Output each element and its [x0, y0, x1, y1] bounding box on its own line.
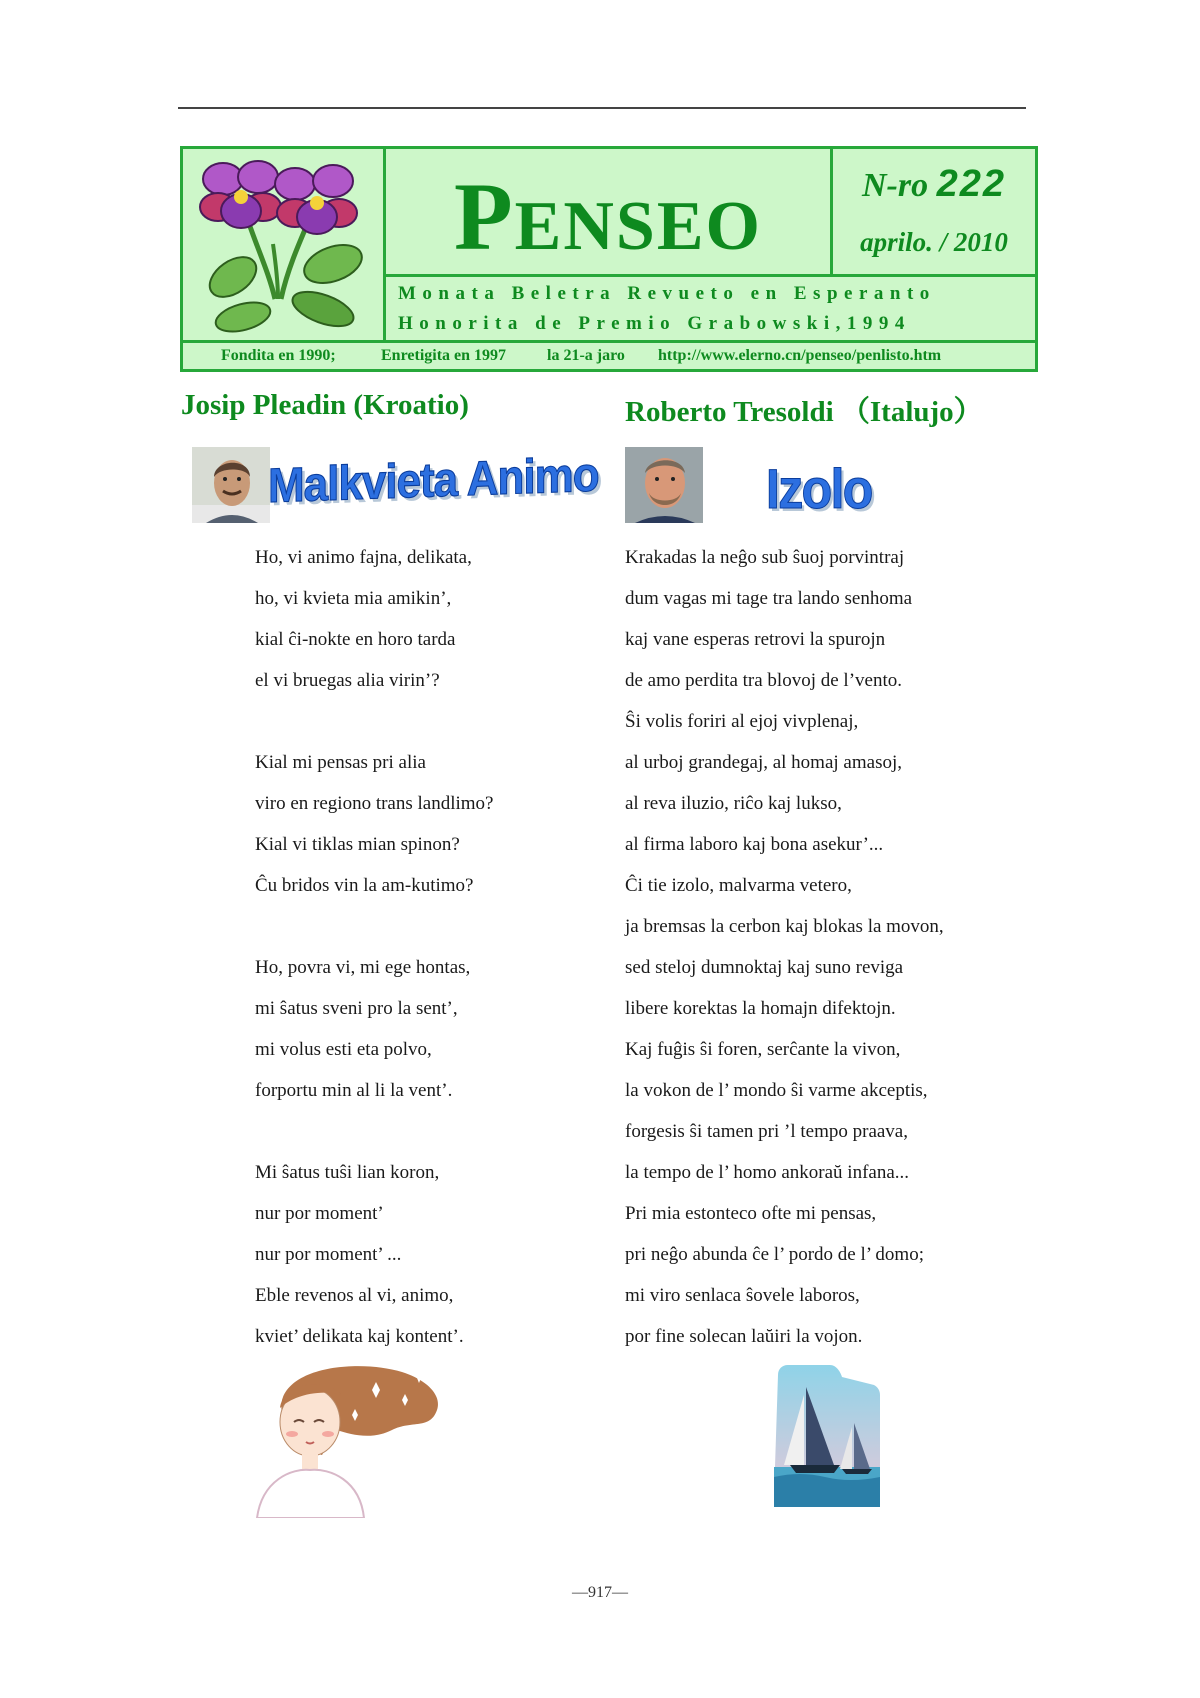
poem-line: Eble revenos al vi, animo, — [255, 1285, 454, 1306]
poem-line: por fine solecan laŭiri la vojon. — [625, 1326, 863, 1347]
stanza-gap — [255, 701, 494, 742]
sailboat-icon — [770, 1365, 880, 1507]
page-number: —917— — [572, 1584, 628, 1601]
year-text: la 21-a jaro — [547, 347, 625, 364]
poem-line: Ho, povra vi, mi ege hontas, — [255, 957, 471, 978]
poem-line: kial ĉi-nokte en horo tarda — [255, 629, 456, 650]
poem-line: Ĉi tie izolo, malvarma vetero, — [625, 875, 852, 896]
website-link[interactable]: http://www.elerno.cn/penseo/penlisto.htm — [658, 347, 942, 364]
title-cell — [386, 149, 833, 277]
poem-line: mi volus esti eta polvo, — [255, 1039, 432, 1060]
poem-line: dum vagas mi tage tra lando senhoma — [625, 588, 913, 609]
left-poem — [255, 537, 494, 1357]
poem-line: la tempo de l’ homo ankoraŭ infana... — [625, 1162, 910, 1183]
poem-line: sed steloj dumnoktaj kaj suno reviga — [625, 957, 904, 978]
right-poem — [625, 537, 944, 1357]
issue-number: N-ro 222 — [861, 163, 1006, 205]
issue-date: aprilo. / 2010 — [860, 227, 1008, 257]
poem-line: pri neĝo abunda ĉe l’ pordo de l’ domo; — [625, 1244, 924, 1265]
poem-line: Ho, vi animo fajna, delikata, — [255, 547, 472, 568]
poem-line: ja bremsas la cerbon kaj blokas la movon, — [625, 916, 944, 937]
poem-line: libere korektas la homajn difektojn. — [625, 998, 896, 1019]
pansy-icon — [183, 149, 383, 337]
founded-text: Fondita en 1990; — [221, 347, 336, 364]
magazine-title: PENSEO — [454, 163, 762, 270]
poem-line: Ŝi volis foriri al ejoj vivplenaj, — [625, 711, 859, 732]
left-poem-title: Malkvieta Animo — [268, 447, 599, 514]
poem-line: forgesis ŝi tamen pri ’l tempo praava, — [625, 1121, 908, 1142]
sailboat-illustration — [770, 1365, 880, 1507]
registered-text: Enretigita en 1997 — [381, 347, 507, 364]
poem-line: al urboj grandegaj, al homaj amasoj, — [625, 752, 902, 773]
poem-line: Mi ŝatus tuŝi lian koron, — [255, 1162, 440, 1183]
stanza-gap — [255, 906, 494, 947]
poem-line: el vi bruegas alia virin’? — [255, 670, 440, 691]
top-rule — [178, 107, 1026, 109]
left-author-photo — [192, 447, 270, 523]
poem-line: kviet’ delikata kaj kontent’. — [255, 1326, 464, 1347]
poem-line: Kaj fuĝis ŝi foren, serĉante la vivon, — [625, 1039, 901, 1060]
girl-illustration — [252, 1360, 442, 1518]
masthead — [180, 146, 1038, 372]
right-author-photo — [625, 447, 703, 523]
poem-line: mi viro senlaca ŝovele laboros, — [625, 1285, 860, 1306]
right-author: Roberto Tresoldi （Italujo） — [625, 396, 983, 428]
subtitle-line-2: Honorita de Premio Grabowski,1994 — [398, 313, 911, 334]
poem-line: viro en regiono trans landlimo? — [255, 793, 494, 814]
poem-line: Kial vi tiklas mian spinon? — [255, 834, 460, 855]
poem-line: nur por moment’ ... — [255, 1244, 402, 1265]
subtitle-line-1: Monata Beletra Revueto en Esperanto — [398, 283, 936, 304]
poem-line: Krakadas la neĝo sub ŝuoj porvintraj — [625, 547, 905, 568]
poem-line: al reva iluzio, riĉo kaj lukso, — [625, 793, 842, 814]
right-poem-title: Izolo — [765, 457, 872, 520]
poem-line: nur por moment’ — [255, 1203, 384, 1224]
stanza-gap — [255, 1111, 494, 1152]
poem-line: Pri mia estonteco ofte mi pensas, — [625, 1203, 877, 1224]
poem-line: kaj vane esperas retrovi la spurojn — [625, 629, 886, 650]
poem-line: al firma laboro kaj bona asekur’... — [625, 834, 884, 855]
poem-line: forportu min al li la vent’. — [255, 1080, 453, 1101]
left-author: Josip Pleadin (Kroatio) — [181, 389, 469, 421]
issue-cell — [833, 149, 1035, 277]
poem-line: Ĉu bridos vin la am-kutimo? — [255, 875, 474, 896]
subtitle-cell — [386, 277, 1035, 340]
poem-line: ho, vi kvieta mia amikin’, — [255, 588, 452, 609]
flower-illustration — [183, 149, 386, 340]
masthead-footer — [183, 340, 1035, 369]
poem-line: de amo perdita tra blovoj de l’vento. — [625, 670, 902, 691]
poem-line: mi ŝatus sveni pro la sent’, — [255, 998, 458, 1019]
poem-line: Kial mi pensas pri alia — [255, 752, 426, 773]
girl-icon — [252, 1360, 442, 1518]
poem-line: la vokon de l’ mondo ŝi varme akceptis, — [625, 1080, 928, 1101]
